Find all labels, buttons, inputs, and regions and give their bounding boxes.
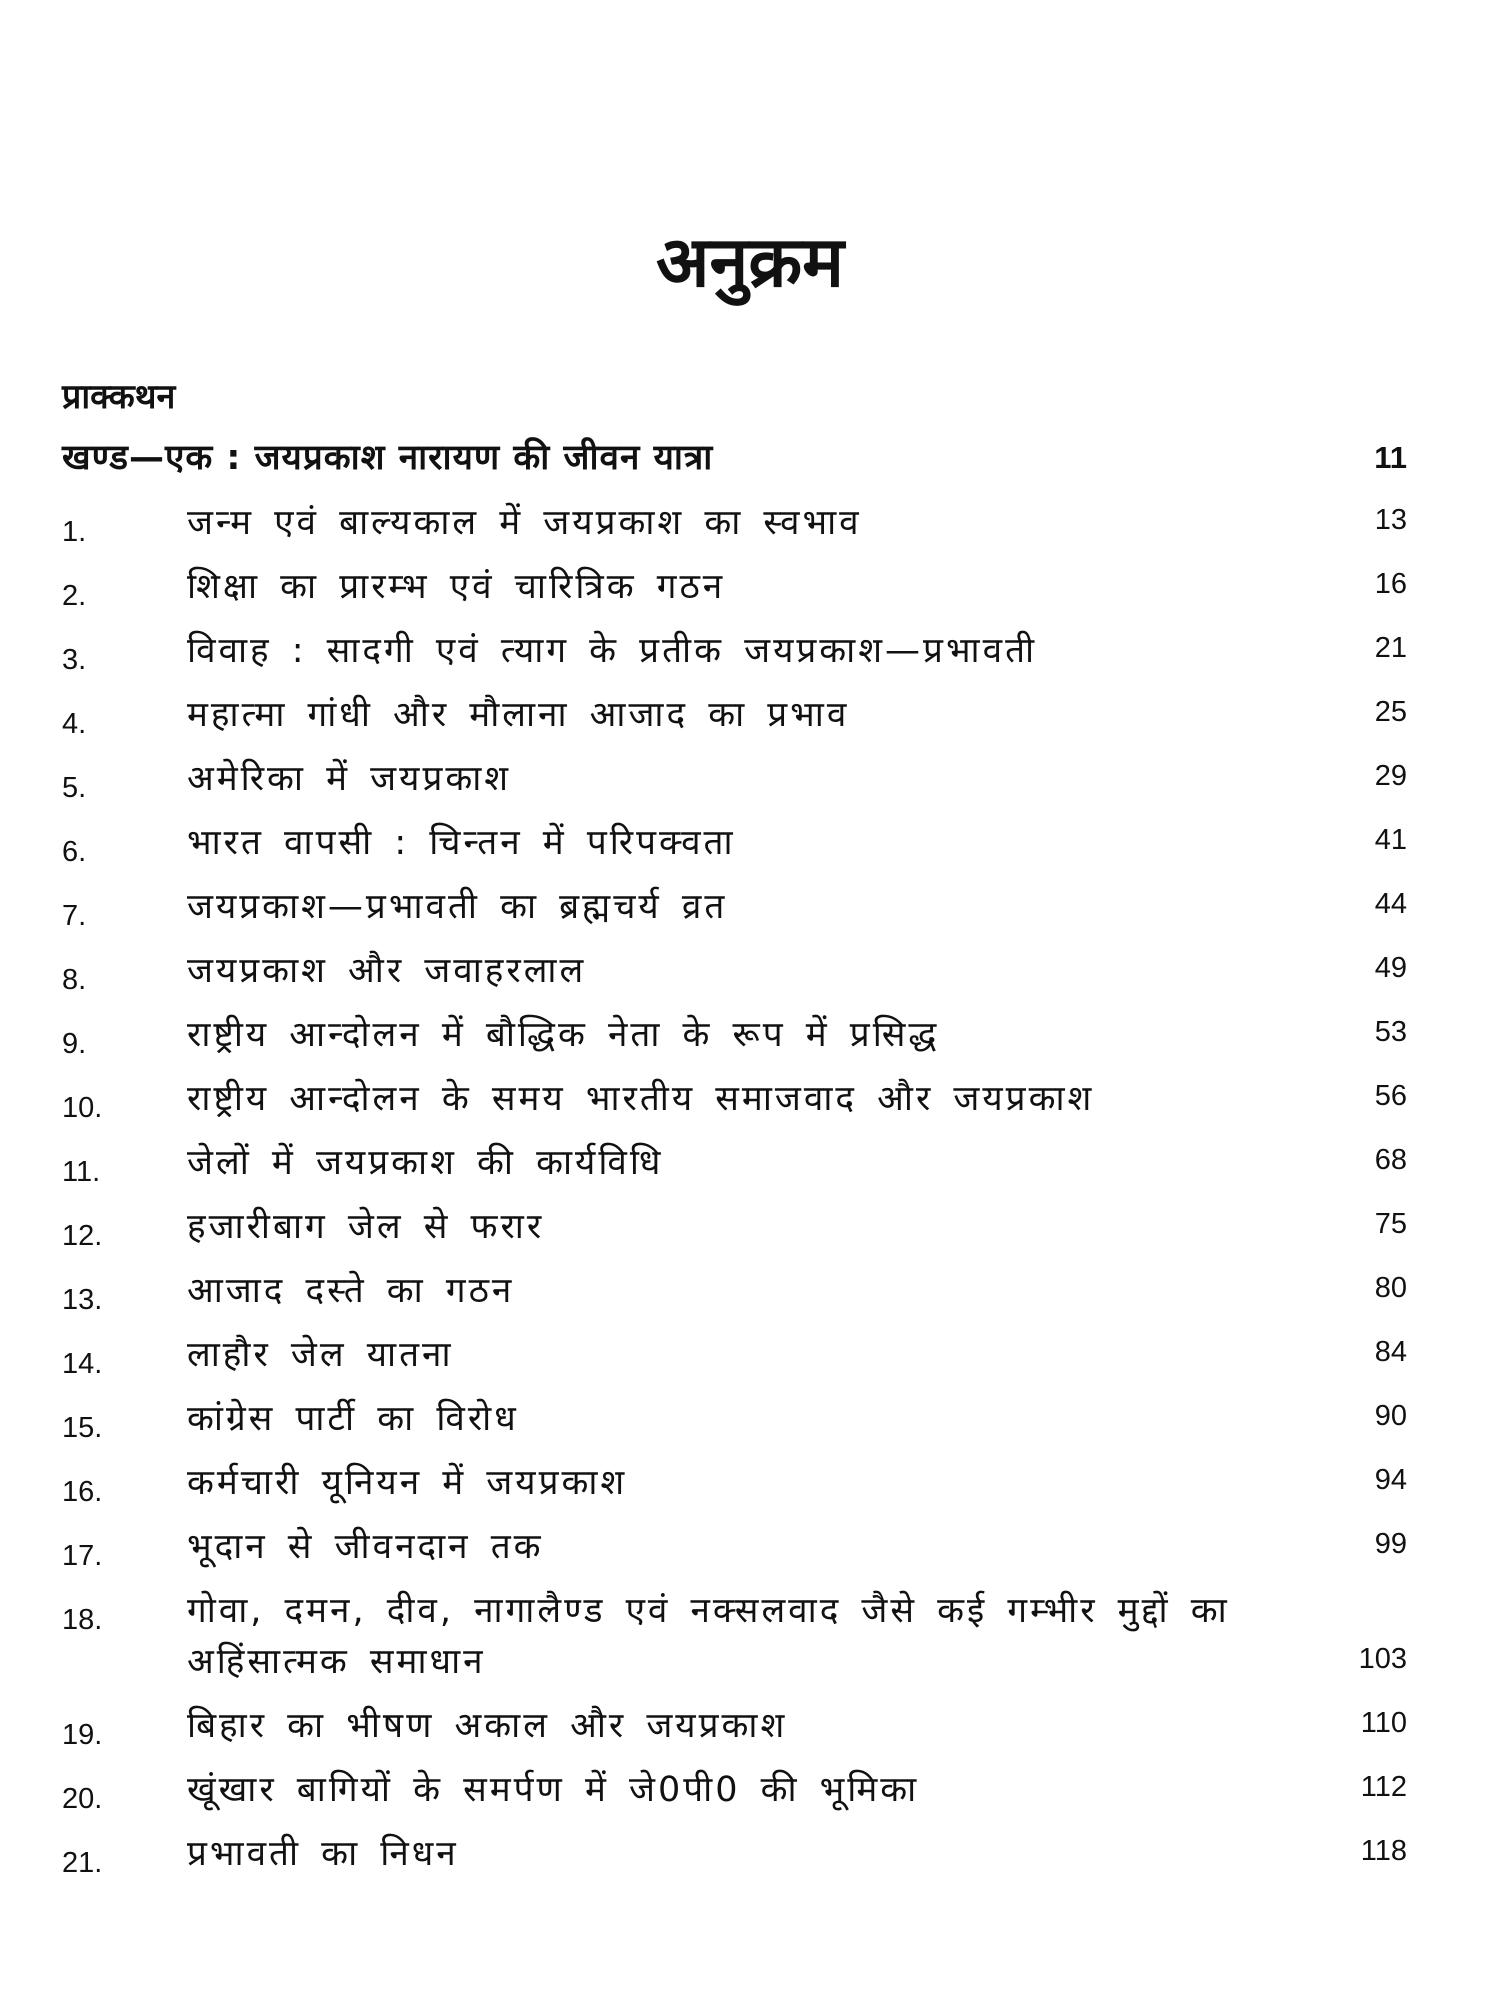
contents-entry bbox=[62, 818, 1407, 882]
entry-page-number: 16 bbox=[1374, 568, 1407, 600]
entry-number: 16. bbox=[62, 1476, 103, 1508]
entry-number: 1. bbox=[62, 516, 87, 548]
contents-entry bbox=[62, 754, 1407, 818]
contents-entry bbox=[62, 690, 1407, 754]
entry-page-number: 90 bbox=[1374, 1400, 1407, 1432]
entry-number: 6. bbox=[62, 836, 87, 868]
entry-number: 2. bbox=[62, 580, 87, 612]
entry-page-number: 41 bbox=[1374, 824, 1407, 856]
entry-title: भारत वापसी : चिन्तन में परिपक्वता bbox=[187, 823, 736, 863]
entry-title: विवाह : सादगी एवं त्याग के प्रतीक जयप्रकाश—प्रभावती bbox=[187, 631, 1038, 671]
entry-number: 21. bbox=[62, 1847, 103, 1879]
preface-label: प्राक्कथन bbox=[62, 377, 176, 417]
entry-title: जन्म एवं बाल्यकाल में जयप्रकाश का स्वभाव bbox=[187, 503, 862, 543]
part-heading-row bbox=[62, 432, 1407, 484]
entry-page-number: 84 bbox=[1374, 1336, 1407, 1368]
entry-page-number: 29 bbox=[1374, 760, 1407, 792]
contents-entry bbox=[62, 1586, 1407, 1701]
page-title: अनुक्रम bbox=[656, 221, 844, 303]
entry-number: 20. bbox=[62, 1783, 103, 1815]
entry-title: अमेरिका में जयप्रकाश bbox=[187, 759, 512, 799]
contents-entry bbox=[62, 1458, 1407, 1522]
entry-number: 14. bbox=[62, 1348, 103, 1380]
entry-number: 18. bbox=[62, 1604, 103, 1636]
contents-list bbox=[62, 498, 1407, 1893]
entry-number: 4. bbox=[62, 708, 87, 740]
entry-title: राष्ट्रीय आन्दोलन के समय भारतीय समाजवाद और जयप्रकाश bbox=[187, 1079, 1095, 1119]
contents-entry bbox=[62, 1010, 1407, 1074]
entry-page-number: 112 bbox=[1360, 1771, 1407, 1803]
entry-number: 11. bbox=[62, 1156, 101, 1188]
entry-title: राष्ट्रीय आन्दोलन में बौद्धिक नेता के रूप में प्रसिद्ध bbox=[187, 1015, 940, 1055]
entry-page-number: 103 bbox=[1358, 1643, 1407, 1675]
part-title: खण्ड—एक : जयप्रकाश नारायण की जीवन यात्रा bbox=[62, 438, 714, 478]
contents-entry bbox=[62, 882, 1407, 946]
entry-title: महात्मा गांधी और मौलाना आजाद का प्रभाव bbox=[187, 695, 850, 735]
contents-entry bbox=[62, 626, 1407, 690]
entry-page-number: 44 bbox=[1374, 888, 1407, 920]
entry-number: 5. bbox=[62, 772, 87, 804]
entry-title: लाहौर जेल यातना bbox=[187, 1335, 454, 1375]
entry-page-number: 99 bbox=[1374, 1528, 1407, 1560]
entry-page-number: 75 bbox=[1374, 1208, 1407, 1240]
entry-page-number: 56 bbox=[1374, 1080, 1407, 1112]
entry-page-number: 80 bbox=[1374, 1272, 1407, 1304]
entry-number: 17. bbox=[62, 1540, 103, 1572]
entry-title: जयप्रकाश और जवाहरलाल bbox=[187, 951, 587, 991]
entry-title: जेलों में जयप्रकाश की कार्यविधि bbox=[187, 1143, 664, 1183]
contents-entry bbox=[62, 562, 1407, 626]
entry-title: हजारीबाग जेल से फरार bbox=[187, 1207, 545, 1247]
entry-number: 15. bbox=[62, 1412, 103, 1444]
entry-page-number: 49 bbox=[1374, 952, 1407, 984]
contents-entry bbox=[62, 1202, 1407, 1266]
contents-entry bbox=[62, 1394, 1407, 1458]
entry-number: 9. bbox=[62, 1028, 87, 1060]
entry-page-number: 110 bbox=[1360, 1707, 1407, 1739]
entry-title: भूदान से जीवनदान तक bbox=[187, 1527, 544, 1567]
entry-title: कांग्रेस पार्टी का विरोध bbox=[187, 1399, 519, 1439]
part-page-number: 11 bbox=[1374, 440, 1407, 475]
contents-entry bbox=[62, 1330, 1407, 1394]
entry-title: आजाद दस्ते का गठन bbox=[187, 1271, 515, 1311]
entry-number: 10. bbox=[62, 1092, 103, 1124]
entry-title: गोवा, दमन, दीव, नागालैण्ड एवं नक्सलवाद जैसे कई गम्भीर मुद्दों का अहिंसात्मक समाधान bbox=[187, 1591, 1230, 1682]
entry-number: 12. bbox=[62, 1220, 103, 1252]
entry-title: शिक्षा का प्रारम्भ एवं चारित्रिक गठन bbox=[187, 567, 726, 607]
entry-title: कर्मचारी यूनियन में जयप्रकाश bbox=[187, 1463, 628, 1503]
entry-number: 13. bbox=[62, 1284, 103, 1316]
entry-number: 3. bbox=[62, 644, 87, 676]
contents-entry bbox=[62, 1522, 1407, 1586]
entry-page-number: 53 bbox=[1374, 1016, 1407, 1048]
contents-entry bbox=[62, 498, 1407, 562]
contents-entry bbox=[62, 1829, 1407, 1893]
contents-entry bbox=[62, 1138, 1407, 1202]
entry-number: 7. bbox=[62, 900, 87, 932]
entry-title: खूंखार बागियों के समर्पण में जे0पी0 की भूमिका bbox=[187, 1770, 920, 1810]
contents-entry bbox=[62, 946, 1407, 1010]
contents-entry bbox=[62, 1701, 1407, 1765]
entry-page-number: 94 bbox=[1374, 1464, 1407, 1496]
contents-entry bbox=[62, 1266, 1407, 1330]
contents-entry bbox=[62, 1074, 1407, 1138]
entry-title: जयप्रकाश—प्रभावती का ब्रह्मचर्य व्रत bbox=[187, 887, 728, 927]
entry-number: 8. bbox=[62, 964, 87, 996]
entry-title: प्रभावती का निधन bbox=[187, 1834, 459, 1874]
entry-page-number: 118 bbox=[1360, 1835, 1407, 1867]
entry-title: बिहार का भीषण अकाल और जयप्रकाश bbox=[187, 1706, 788, 1746]
entry-page-number: 68 bbox=[1374, 1144, 1407, 1176]
contents-entry bbox=[62, 1765, 1407, 1829]
entry-number: 19. bbox=[62, 1719, 103, 1751]
entry-page-number: 13 bbox=[1374, 504, 1407, 536]
entry-page-number: 25 bbox=[1374, 696, 1407, 728]
entry-page-number: 21 bbox=[1374, 632, 1407, 664]
